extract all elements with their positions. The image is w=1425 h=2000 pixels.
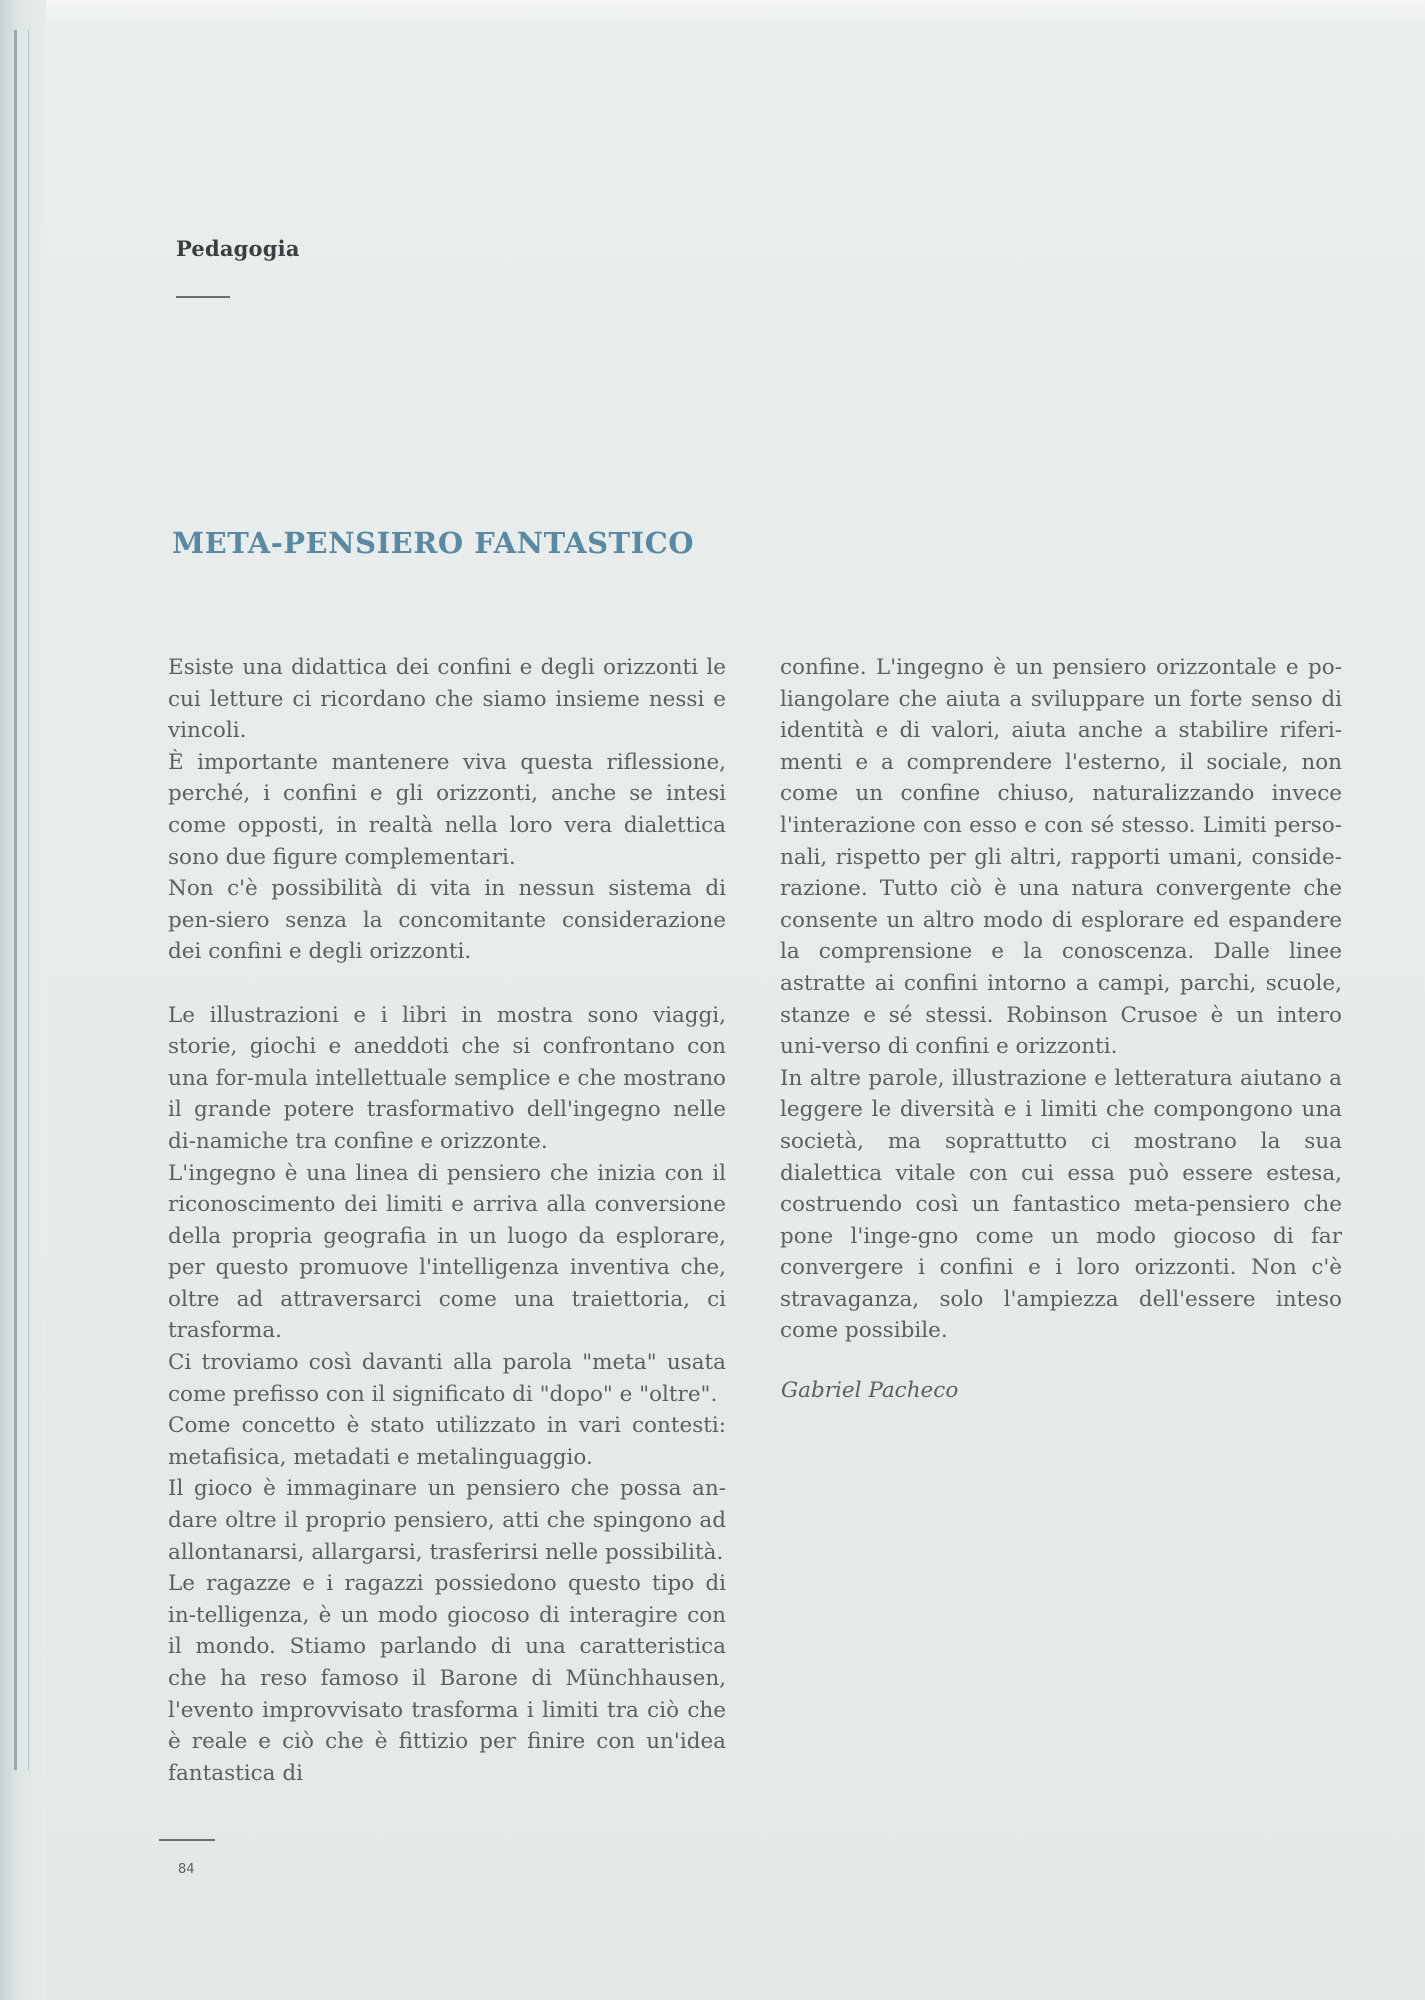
binding-edge-line [14, 30, 17, 1770]
right-text-column [780, 652, 1342, 1347]
binding-spine [0, 0, 46, 2000]
paragraph: L'ingegno è una linea di pensiero che inizia con il riconoscimento dei limiti e arriva alla conversione della propria geografia in un luogo da esplorare, per questo promuove l'intelligenza inventiva che, oltre ad attraversarci come una traiettoria, ci trasforma. [168, 1160, 726, 1344]
article-title: META-PENSIERO FANTASTICO [172, 526, 695, 560]
section-label: Pedagogia [176, 236, 300, 261]
paragraph: Come concetto è stato utilizzato in vari contesti: metafisica, metadati e metalinguaggio. [168, 1413, 726, 1470]
paragraph: Ci troviamo così davanti alla parola "meta" usata come prefisso con il significato di "dopo" e "oltre". [168, 1350, 726, 1407]
binding-edge-line-inner [28, 30, 29, 1770]
page-number: 84 [178, 1862, 195, 1877]
left-text-column [168, 652, 726, 1789]
top-page-edge [46, 0, 1425, 26]
paragraph: Esiste una didattica dei confini e degli orizzonti le cui letture ci ricordano che siamo insieme nessi e vincoli. [168, 655, 726, 744]
paragraph: Le illustrazioni e i libri in mostra sono viaggi, storie, giochi e aneddoti che si confrontano con una for-mula intellettuale semplice e che mostrano il grande potere trasformativo dell'ingegno nelle di-namiche tra confine e orizzonte. [168, 1002, 726, 1154]
paragraph: In altre parole, illustrazione e letteratura aiutano a leggere le diversità e i limiti che compongono una società, ma soprattutto ci mostrano la sua dialettica vitale con cui essa può essere estesa, costruendo così un fantastico meta-pensiero che pone l'inge-gno come un modo giocoso di far convergere i confini e i loro orizzonti. Non c'è stravaganza, solo l'ampiezza dell'essere inteso come possibile. [780, 1065, 1342, 1344]
footer-divider [159, 1839, 215, 1841]
paragraph: Il gioco è immaginare un pensiero che possa an-dare oltre il proprio pensiero, atti che spingono ad allontanarsi, allargarsi, trasferirsi nelle possibilità. [168, 1476, 726, 1565]
paragraph: confine. L'ingegno è un pensiero orizzontale e po-liangolare che aiuta a sviluppare un forte senso di identità e di valori, aiuta anche a stabilire riferi-menti e a comprendere l'esterno, il sociale, non come un confine chiuso, naturalizzando invece l'interazione con esso e con sé stesso. Limiti perso-nali, rispetto per gli altri, rapporti umani, conside-razione. Tutto ciò è una natura convergente che consente un altro modo di esplorare ed espandere la comprensione e la conoscenza. Dalle linee astratte ai confini intorno a campi, parchi, scuole, stanze e sé stessi. Robinson Crusoe è un intero uni-verso di confini e orizzonti. [780, 655, 1342, 1060]
paragraph: Le ragazze e i ragazzi possiedono questo tipo di in-telligenza, è un modo giocoso di interagire con il mondo. Stiamo parlando di una caratteristica che ha reso famoso il Barone di Münchhausen, l'evento improvvisato trasforma i limiti tra ciò che è reale e ciò che è fittizio per finire con un'idea fantastica di [168, 1571, 726, 1786]
section-divider [176, 296, 230, 298]
paragraph: Non c'è possibilità di vita in nessun sistema di pen-siero senza la concomitante considerazione dei confini e degli orizzonti. [168, 876, 726, 965]
paragraph: È importante mantenere viva questa riflessione, perché, i confini e gli orizzonti, anche se intesi come opposti, in realtà nella loro vera dialettica sono due figure complementari. [168, 749, 726, 870]
author-signature: Gabriel Pacheco [781, 1378, 959, 1403]
